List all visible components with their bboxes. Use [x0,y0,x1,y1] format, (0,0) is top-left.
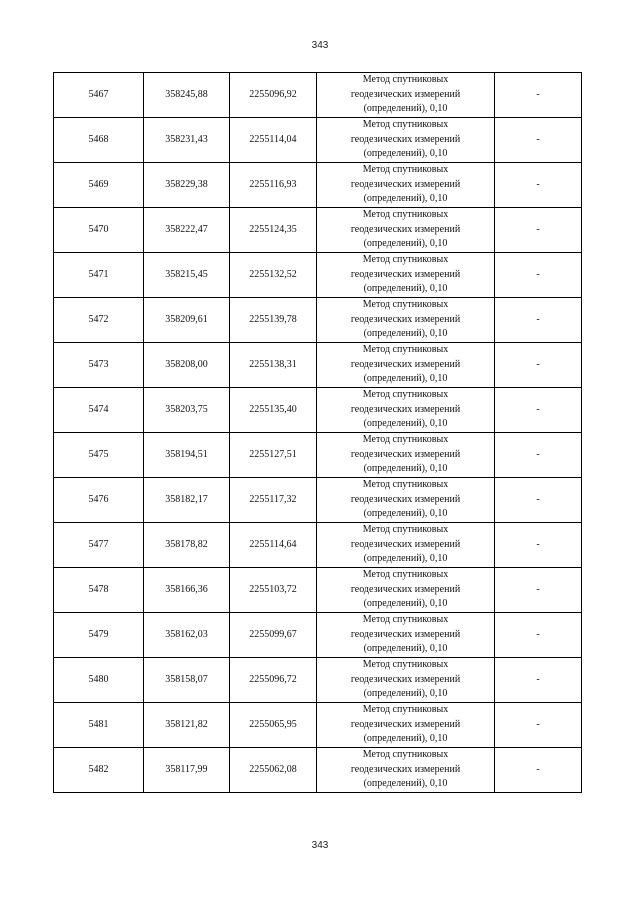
method-cell [317,208,495,253]
page-number-top: 343 [311,40,329,51]
x-coordinate-cell: 358182,17 [144,478,230,523]
method-text-line: (определений), 0,10 [363,103,448,115]
point-number-cell: 5481 [54,703,144,748]
point-number-cell: 5468 [54,118,144,163]
extra-cell: - [495,208,582,253]
y-coordinate-cell: 2255114,04 [230,118,317,163]
method-text-line: Метод спутниковых [362,254,449,266]
table-row [54,748,582,793]
method-text-line: Метод спутниковых [362,74,449,86]
y-coordinate-cell: 2255127,51 [230,433,317,478]
y-coordinate-cell: 2255116,93 [230,163,317,208]
method-cell [317,568,495,613]
y-coordinate-cell: 2255065,95 [230,703,317,748]
method-text-line: (определений), 0,10 [363,283,448,295]
point-number-cell: 5482 [54,748,144,793]
extra-cell: - [495,568,582,613]
method-text-line: геодезических измерений [350,763,461,775]
method-text-line: Метод спутниковых [362,434,449,446]
table-row [54,118,582,163]
extra-cell: - [495,478,582,523]
extra-cell: - [495,658,582,703]
method-text-line: геодезических измерений [350,538,461,550]
point-number-cell: 5477 [54,523,144,568]
point-number-cell: 5471 [54,253,144,298]
method-text-line: (определений), 0,10 [363,553,448,565]
x-coordinate-cell: 358178,82 [144,523,230,568]
extra-cell: - [495,523,582,568]
method-text-line: Метод спутниковых [362,749,449,761]
x-coordinate-cell: 358222,47 [144,208,230,253]
point-number-cell: 5472 [54,298,144,343]
method-text-line: Метод спутниковых [362,299,449,311]
method-cell [317,388,495,433]
table-row [54,208,582,253]
point-number-cell: 5473 [54,343,144,388]
method-text-line: Метод спутниковых [362,209,449,221]
extra-cell: - [495,73,582,118]
method-text-line: геодезических измерений [350,583,461,595]
method-text-line: геодезических измерений [350,88,461,100]
y-coordinate-cell: 2255099,67 [230,613,317,658]
method-cell [317,658,495,703]
x-coordinate-cell: 358194,51 [144,433,230,478]
extra-cell: - [495,748,582,793]
method-text-line: Метод спутниковых [362,659,449,671]
extra-cell: - [495,163,582,208]
method-cell [317,343,495,388]
method-cell [317,163,495,208]
extra-cell: - [495,388,582,433]
method-text-line: геодезических измерений [350,493,461,505]
method-text-line: (определений), 0,10 [363,733,448,745]
y-coordinate-cell: 2255062,08 [230,748,317,793]
method-text-line: (определений), 0,10 [363,463,448,475]
table-row [54,658,582,703]
method-text-line: (определений), 0,10 [363,778,448,790]
x-coordinate-cell: 358121,82 [144,703,230,748]
method-cell [317,748,495,793]
table-row [54,613,582,658]
method-text-line: Метод спутниковых [362,704,449,716]
method-text-line: Метод спутниковых [362,524,449,536]
method-cell [317,298,495,343]
extra-cell: - [495,118,582,163]
method-text-line: геодезических измерений [350,223,461,235]
y-coordinate-cell: 2255096,92 [230,73,317,118]
method-text-line: геодезических измерений [350,178,461,190]
method-text-line: геодезических измерений [350,448,461,460]
x-coordinate-cell: 358117,99 [144,748,230,793]
coordinates-table [53,72,582,793]
method-text-line: (определений), 0,10 [363,193,448,205]
method-cell [317,703,495,748]
table-row [54,73,582,118]
method-cell [317,73,495,118]
method-text-line: геодезических измерений [350,673,461,685]
method-cell [317,478,495,523]
method-text-line: (определений), 0,10 [363,508,448,520]
x-coordinate-cell: 358209,61 [144,298,230,343]
method-cell [317,253,495,298]
method-text-line: геодезических измерений [350,403,461,415]
y-coordinate-cell: 2255096,72 [230,658,317,703]
method-text-line: (определений), 0,10 [363,373,448,385]
method-text-line: (определений), 0,10 [363,238,448,250]
method-text-line: Метод спутниковых [362,389,449,401]
table-row [54,298,582,343]
extra-cell: - [495,298,582,343]
method-text-line: геодезических измерений [350,133,461,145]
y-coordinate-cell: 2255135,40 [230,388,317,433]
extra-cell: - [495,613,582,658]
table-row [54,703,582,748]
point-number-cell: 5469 [54,163,144,208]
table-row [54,523,582,568]
method-text-line: геодезических измерений [350,718,461,730]
method-cell [317,433,495,478]
method-text-line: (определений), 0,10 [363,418,448,430]
x-coordinate-cell: 358208,00 [144,343,230,388]
x-coordinate-cell: 358158,07 [144,658,230,703]
table-row [54,163,582,208]
table-row [54,478,582,523]
method-text-line: Метод спутниковых [362,614,449,626]
method-text-line: (определений), 0,10 [363,148,448,160]
method-text-line: Метод спутниковых [362,479,449,491]
method-text-line: Метод спутниковых [362,569,449,581]
y-coordinate-cell: 2255114,64 [230,523,317,568]
table-row [54,433,582,478]
method-text-line: (определений), 0,10 [363,598,448,610]
x-coordinate-cell: 358245,88 [144,73,230,118]
y-coordinate-cell: 2255132,52 [230,253,317,298]
table-row [54,253,582,298]
x-coordinate-cell: 358231,43 [144,118,230,163]
table-row [54,568,582,613]
method-cell [317,523,495,568]
extra-cell: - [495,433,582,478]
page-number-bottom: 343 [311,840,329,851]
extra-cell: - [495,343,582,388]
y-coordinate-cell: 2255139,78 [230,298,317,343]
method-text-line: Метод спутниковых [362,344,449,356]
table-row [54,343,582,388]
method-cell [317,613,495,658]
table-row [54,388,582,433]
point-number-cell: 5475 [54,433,144,478]
y-coordinate-cell: 2255117,32 [230,478,317,523]
x-coordinate-cell: 358166,36 [144,568,230,613]
method-text-line: Метод спутниковых [362,164,449,176]
method-text-line: геодезических измерений [350,313,461,325]
x-coordinate-cell: 358162,03 [144,613,230,658]
extra-cell: - [495,253,582,298]
point-number-cell: 5479 [54,613,144,658]
method-text-line: геодезических измерений [350,358,461,370]
method-text-line: Метод спутниковых [362,119,449,131]
point-number-cell: 5467 [54,73,144,118]
method-text-line: геодезических измерений [350,628,461,640]
method-cell [317,118,495,163]
method-text-line: (определений), 0,10 [363,643,448,655]
y-coordinate-cell: 2255138,31 [230,343,317,388]
x-coordinate-cell: 358229,38 [144,163,230,208]
point-number-cell: 5474 [54,388,144,433]
y-coordinate-cell: 2255103,72 [230,568,317,613]
x-coordinate-cell: 358203,75 [144,388,230,433]
point-number-cell: 5480 [54,658,144,703]
x-coordinate-cell: 358215,45 [144,253,230,298]
method-text-line: (определений), 0,10 [363,688,448,700]
point-number-cell: 5470 [54,208,144,253]
coordinates-table-body [54,73,582,793]
point-number-cell: 5476 [54,478,144,523]
point-number-cell: 5478 [54,568,144,613]
y-coordinate-cell: 2255124,35 [230,208,317,253]
method-text-line: геодезических измерений [350,268,461,280]
method-text-line: (определений), 0,10 [363,328,448,340]
extra-cell: - [495,703,582,748]
